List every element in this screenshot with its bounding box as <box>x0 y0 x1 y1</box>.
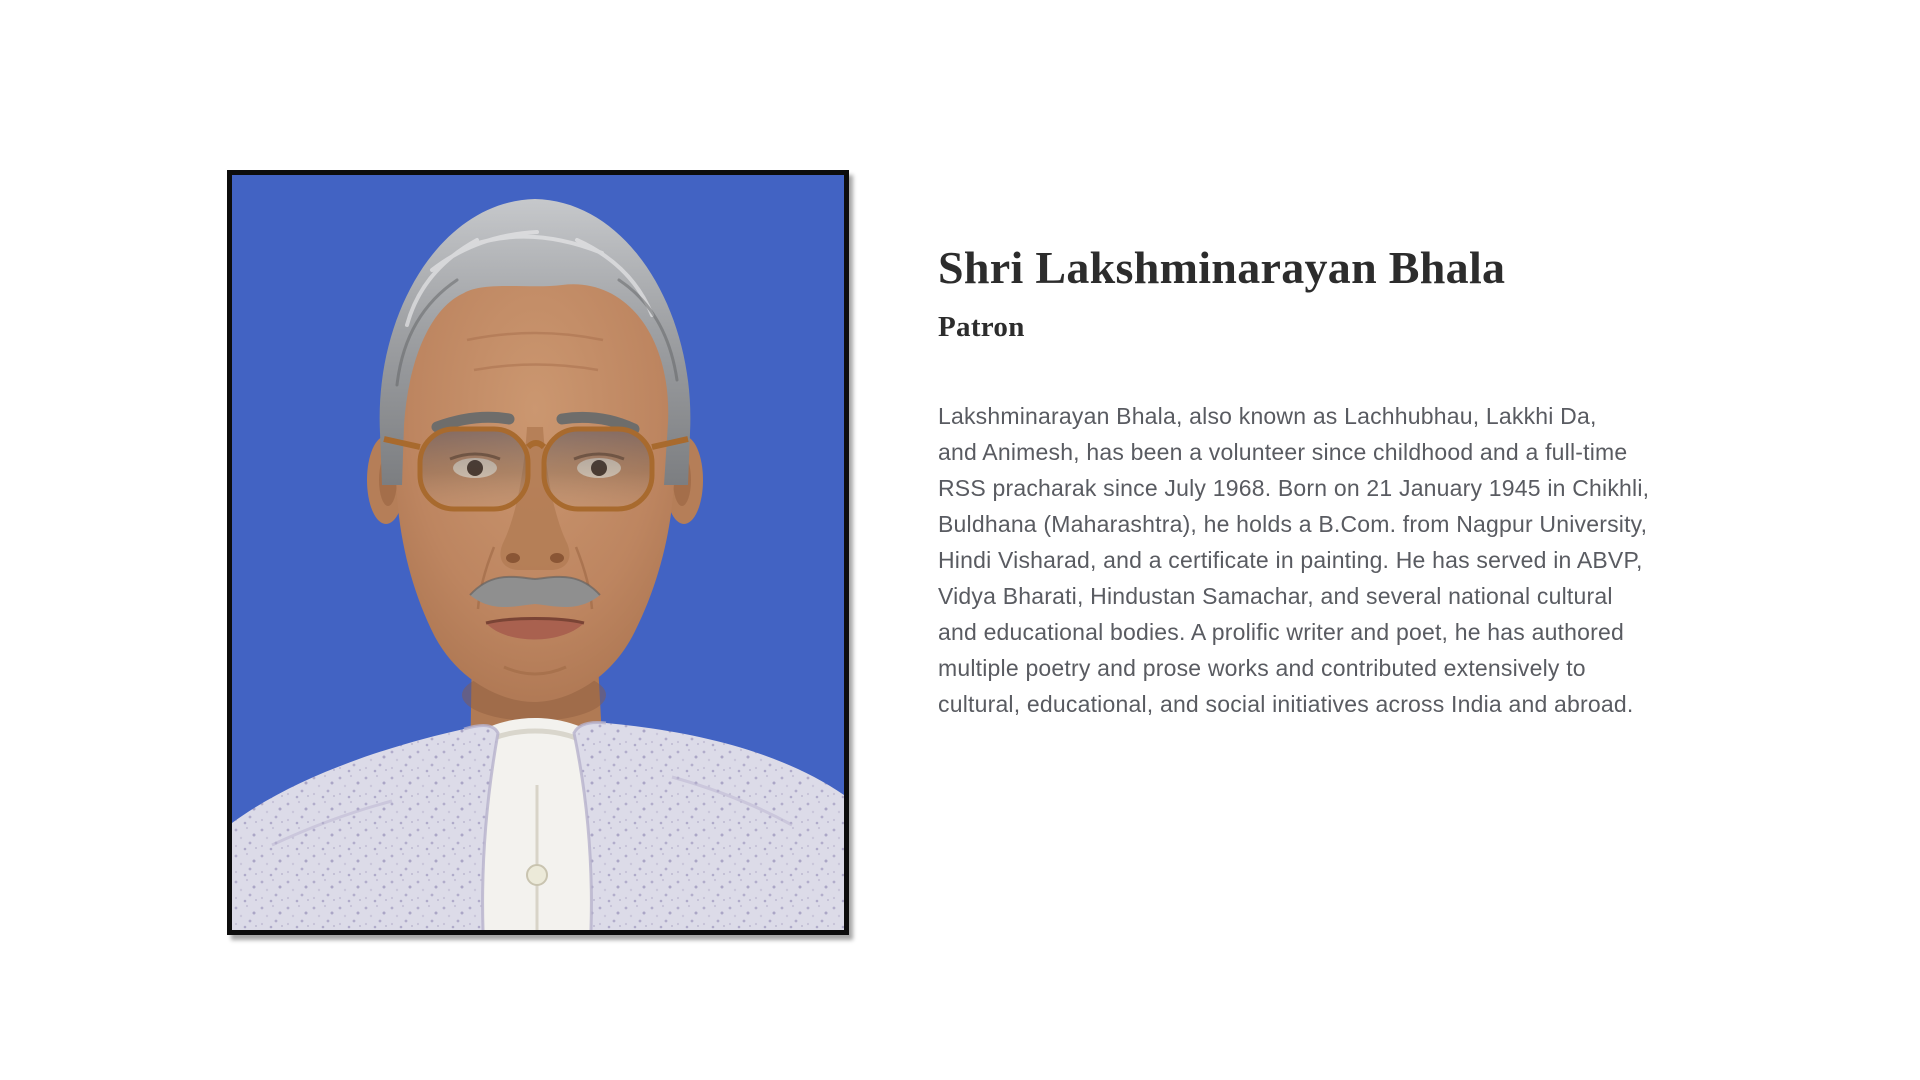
portrait-photo <box>232 175 844 930</box>
profile-info <box>938 243 1738 722</box>
profile-name: Shri Lakshminarayan Bhala <box>938 242 1506 293</box>
bio-line: and educational bodies. A prolific writer and poet, he has authored <box>938 619 1624 646</box>
profile-role: Patron <box>938 310 1025 343</box>
bio-line: cultural, educational, and social initiatives across India and abroad. <box>938 691 1634 718</box>
profile-photo-frame <box>227 170 849 935</box>
bio-line: Hindi Visharad, and a certificate in painting. He has served in ABVP, <box>938 547 1643 574</box>
bio-line: Lakshminarayan Bhala, also known as Lachhubhau, Lakkhi Da, <box>938 403 1597 430</box>
profile-bio <box>938 398 1738 722</box>
bio-line: RSS pracharak since July 1968. Born on 21 January 1945 in Chikhli, <box>938 475 1650 502</box>
bio-line: multiple poetry and prose works and contributed extensively to <box>938 655 1586 682</box>
bio-line: Buldhana (Maharashtra), he holds a B.Com. from Nagpur University, <box>938 511 1648 538</box>
bio-line: and Animesh, has been a volunteer since childhood and a full-time <box>938 439 1628 466</box>
bio-line: Vidya Bharati, Hindustan Samachar, and several national cultural <box>938 583 1613 610</box>
